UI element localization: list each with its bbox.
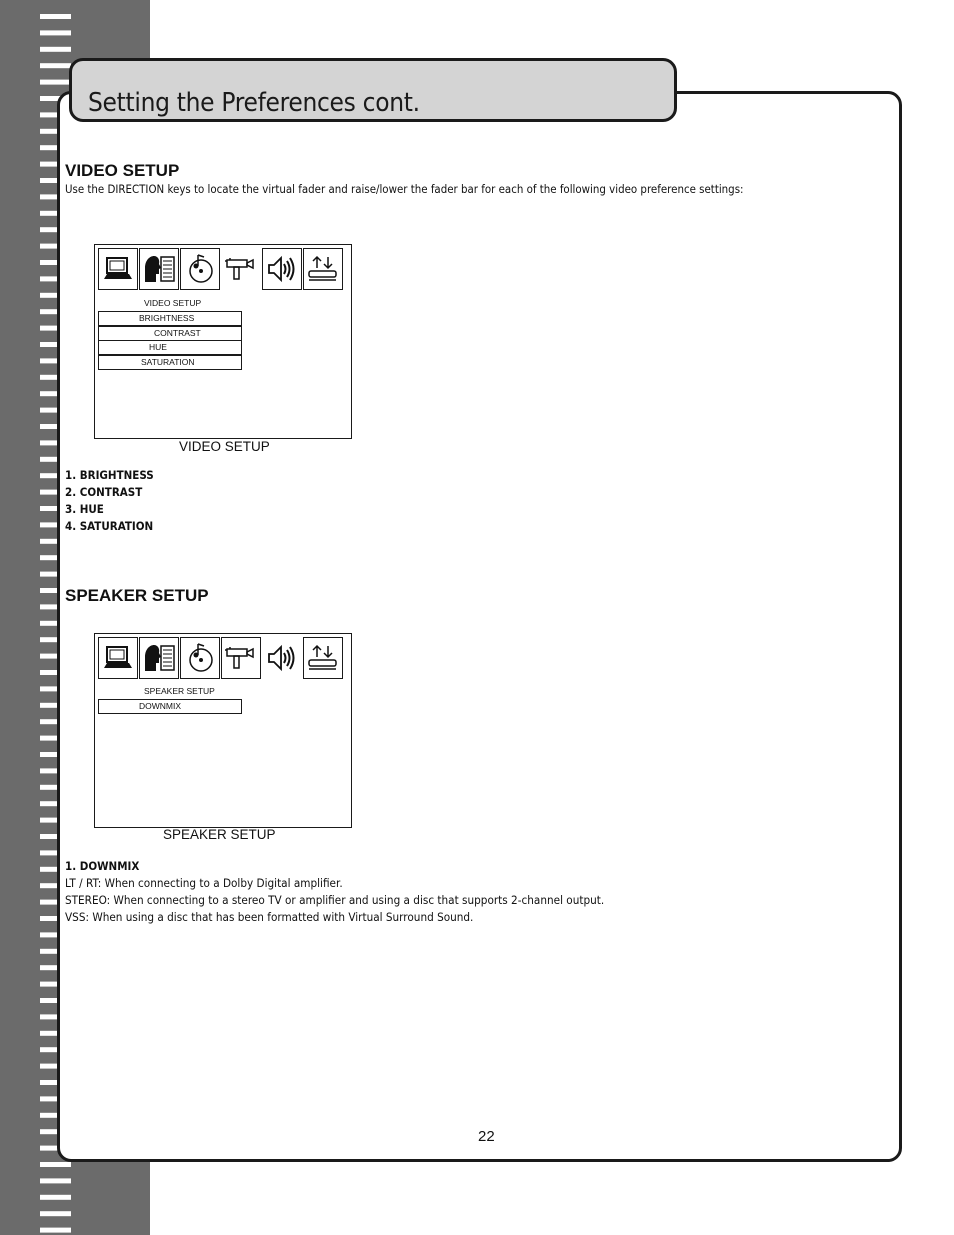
preference-icon[interactable]	[303, 248, 343, 290]
stripe	[40, 30, 71, 35]
speaker-setup-screen	[94, 633, 352, 828]
page-number: 22	[478, 1128, 495, 1145]
menu-item-downmix[interactable]: DOWNMIX	[98, 699, 242, 714]
monitor-icon[interactable]	[98, 248, 138, 290]
language-icon[interactable]	[139, 637, 179, 679]
stripe	[40, 47, 71, 52]
menu-icon-row	[98, 248, 343, 290]
list-item: 4. SATURATION	[65, 519, 154, 533]
video-setup-heading: VIDEO SETUP	[65, 161, 180, 180]
stripe	[40, 63, 71, 68]
stripe	[40, 14, 71, 19]
list-item: 3. HUE	[65, 502, 104, 516]
list-item: 1. BRIGHTNESS	[65, 468, 154, 482]
stripe	[40, 80, 71, 85]
video-menu-title: VIDEO SETUP	[144, 298, 202, 308]
video-setup-caption: VIDEO SETUP	[179, 439, 270, 454]
speaker-menu-title: SPEAKER SETUP	[144, 686, 215, 696]
downmix-descriptions	[65, 875, 651, 926]
menu-item-saturation[interactable]: SATURATION	[98, 355, 242, 370]
speaker-icon[interactable]	[262, 637, 302, 679]
speaker-setup-caption: SPEAKER SETUP	[163, 827, 276, 842]
monitor-icon[interactable]	[98, 637, 138, 679]
menu-icon-row	[98, 637, 343, 679]
video-camera-icon[interactable]	[221, 637, 261, 679]
stripe	[40, 1162, 71, 1167]
speaker-setup-heading: SPEAKER SETUP	[65, 586, 209, 605]
video-camera-icon[interactable]	[221, 248, 261, 290]
speaker-settings-list	[65, 858, 139, 875]
stripe	[40, 1178, 71, 1183]
list-item: STEREO: When connecting to a stereo TV or amplifier and using a disc that supports 2-channel output.	[65, 893, 605, 907]
preference-icon[interactable]	[303, 637, 343, 679]
video-settings-list	[65, 467, 154, 535]
speaker-icon[interactable]	[262, 248, 302, 290]
video-setup-screen	[94, 244, 352, 439]
menu-item-hue[interactable]: HUE	[98, 340, 242, 355]
list-item: 2. CONTRAST	[65, 485, 143, 499]
audio-disc-icon[interactable]	[180, 637, 220, 679]
list-item: LT / RT: When connecting to a Dolby Digital amplifier.	[65, 876, 343, 890]
page-title: Setting the Preferences cont.	[88, 88, 420, 118]
stripe	[40, 1211, 71, 1216]
stripe	[40, 1228, 71, 1233]
list-item: 1. DOWNMIX	[65, 859, 140, 873]
video-setup-intro: Use the DIRECTION keys to locate the virtual fader and raise/lower the fader bar for each of the following video preference settings:	[65, 182, 744, 196]
menu-item-contrast[interactable]: CONTRAST	[98, 326, 242, 341]
list-item: VSS: When using a disc that has been formatted with Virtual Surround Sound.	[65, 910, 474, 924]
audio-disc-icon[interactable]	[180, 248, 220, 290]
menu-item-brightness[interactable]: BRIGHTNESS	[98, 311, 242, 326]
language-icon[interactable]	[139, 248, 179, 290]
stripe	[40, 1195, 71, 1200]
